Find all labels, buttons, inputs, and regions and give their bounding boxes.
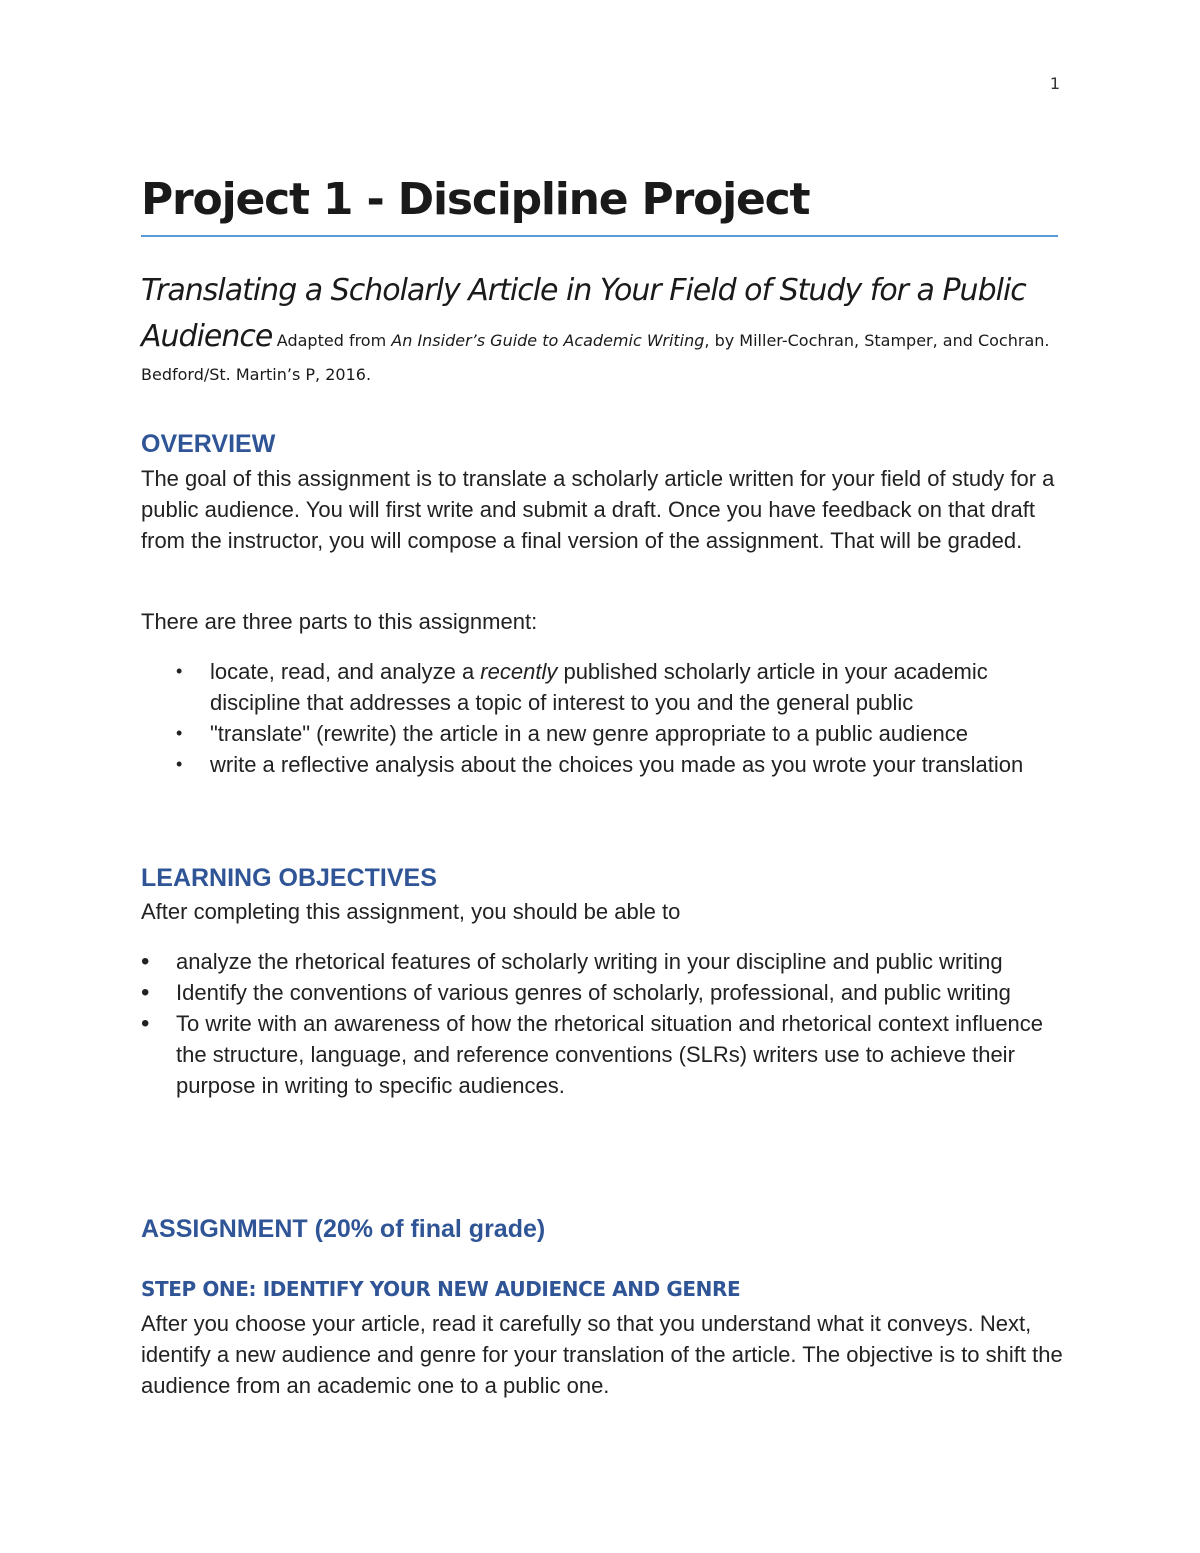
title-underline <box>141 235 1058 237</box>
part-text: "translate" (rewrite) the article in a new genre appropriate to a public audience <box>210 721 968 746</box>
objectives-list <box>141 946 1066 1101</box>
citation-prefix: Adapted from <box>276 331 392 350</box>
bullet-icon: • <box>141 948 150 975</box>
learning-objectives-heading: LEARNING OBJECTIVES <box>141 864 437 892</box>
assignment-parts-list <box>176 656 1070 780</box>
bullet-icon: • <box>141 979 150 1006</box>
list-item <box>176 718 1070 749</box>
step-one-paragraph: After you choose your article, read it carefully so that you understand what it conveys. Next, identify a new audience and genre for your translation of the article. The objective is to shift the audience from an academic one to a public one. <box>141 1311 1063 1398</box>
objectives-intro: After completing this assignment, you should be able to <box>141 899 681 924</box>
page-number: 1 <box>1049 74 1060 93</box>
bullet-icon: • <box>176 723 183 743</box>
source-citation <box>141 331 1049 384</box>
part-text-emphasis: recently <box>480 659 558 684</box>
bullet-icon: • <box>176 661 183 681</box>
assignment-heading: ASSIGNMENT (20% of final grade) <box>141 1215 546 1243</box>
list-item <box>141 946 1066 977</box>
document-title: Project 1 - Discipline Project <box>141 174 810 225</box>
document-subtitle: Translating a Scholarly Article in Your Field of Study for a Public Audience <box>141 273 1026 354</box>
list-item <box>176 656 1070 718</box>
step-one-heading: STEP ONE: IDENTIFY YOUR NEW AUDIENCE AND GENRE <box>141 1277 741 1301</box>
parts-intro: There are three parts to this assignment: <box>141 609 538 634</box>
objective-text: To write with an awareness of how the rhetorical situation and rhetorical context influence the structure, language, and reference conventions (SLRs) writers use to achieve their purpose in writing to specific audiences. <box>176 1011 1044 1098</box>
citation-book-title: An Insider’s Guide to Academic Writing <box>391 331 705 350</box>
list-item <box>141 1008 1066 1101</box>
overview-heading: OVERVIEW <box>141 430 276 458</box>
bullet-icon: • <box>141 1010 150 1037</box>
part-text: write a reflective analysis about the choices you made as you wrote your translation <box>210 752 1024 777</box>
bullet-icon: • <box>176 754 183 774</box>
subtitle-block <box>141 268 1061 390</box>
list-item <box>141 977 1066 1008</box>
overview-paragraph: The goal of this assignment is to translate a scholarly article written for your field of study for a public audience. You will first write and submit a draft. Once you have feedback on that draft from the instructor, you will compose a final version of the assignment. That will be graded. <box>141 466 1055 553</box>
objective-text: Identify the conventions of various genres of scholarly, professional, and public writing <box>176 980 1011 1005</box>
citation-suffix: , by Miller-Cochran, Stamper, and Cochran. Bedford/St. Martin’s P, 2016. <box>141 331 1050 384</box>
list-item <box>176 749 1070 780</box>
part-text-pre: locate, read, and analyze a <box>210 659 481 684</box>
objective-text: analyze the rhetorical features of scholarly writing in your discipline and public writing <box>176 949 1003 974</box>
part-text-post: published scholarly article in your academic discipline that addresses a topic of interest to you and the general public <box>210 659 988 715</box>
